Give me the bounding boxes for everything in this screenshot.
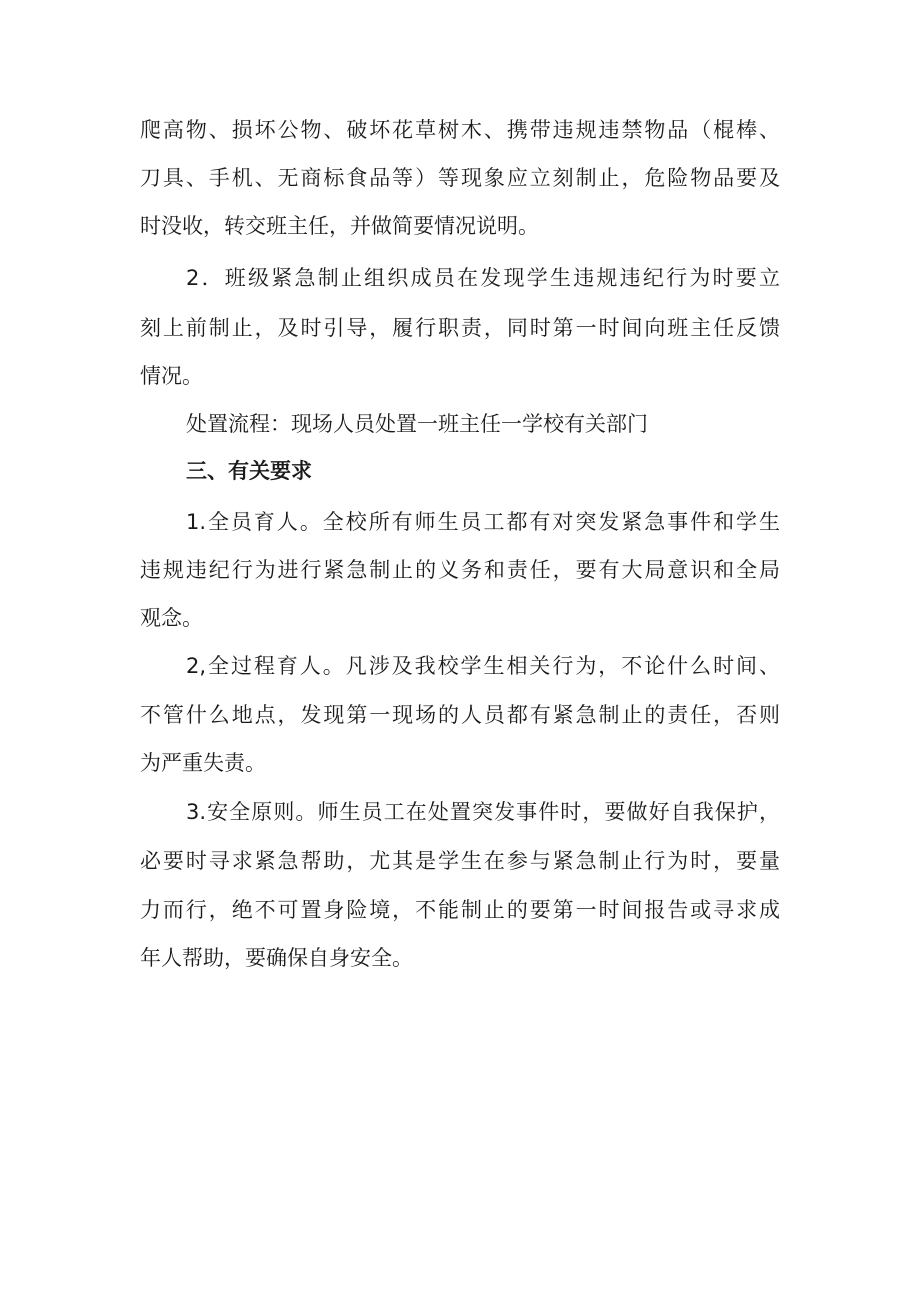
paragraph-line: 2,全过程育人。凡涉及我校学生相关行为，不论什么时间、 xyxy=(186,654,780,678)
paragraph-line: 力而行，绝不可置身险境，不能制止的要第一时间报告或寻求成 xyxy=(140,898,780,922)
paragraph-line: 1.全员育人。全校所有师生员工都有对突发紧急事件和学生 xyxy=(186,510,780,534)
paragraph-line: 爬高物、损坏公物、破坏花草树木、携带违规违禁物品（棍棒、 xyxy=(140,118,780,142)
paragraph-line: 观念。 xyxy=(140,606,203,630)
paragraph-line: 2．班级紧急制止组织成员在发现学生违规违纪行为时要立 xyxy=(186,266,780,290)
process-flow-line: 处置流程：现场人员处置一班主任一学校有关部门 xyxy=(186,412,648,436)
paragraph-line: 3.安全原则。师生员工在处置突发事件时，要做好自我保护， xyxy=(186,800,780,824)
paragraph-line: 年人帮助，要确保自身安全。 xyxy=(140,946,413,970)
paragraph-line: 必要时寻求紧急帮助，尤其是学生在参与紧急制止行为时，要量 xyxy=(140,849,780,873)
section-heading: 三、有关要求 xyxy=(186,459,312,483)
paragraph-line: 时没收，转交班主任，并做简要情况说明。 xyxy=(140,214,539,238)
paragraph-line: 违规违纪行为进行紧急制止的义务和责任，要有大局意识和全局 xyxy=(140,558,780,582)
paragraph-line: 为严重失责。 xyxy=(140,751,266,775)
paragraph-line: 刀具、手机、无商标食品等）等现象应立刻制止，危险物品要及 xyxy=(140,166,780,190)
paragraph-line: 不管什么地点，发现第一现场的人员都有紧急制止的责任，否则 xyxy=(140,703,780,727)
paragraph-line: 情况。 xyxy=(140,364,203,388)
paragraph-line: 刻上前制止，及时引导，履行职责，同时第一时间向班主任反馈 xyxy=(140,316,780,340)
